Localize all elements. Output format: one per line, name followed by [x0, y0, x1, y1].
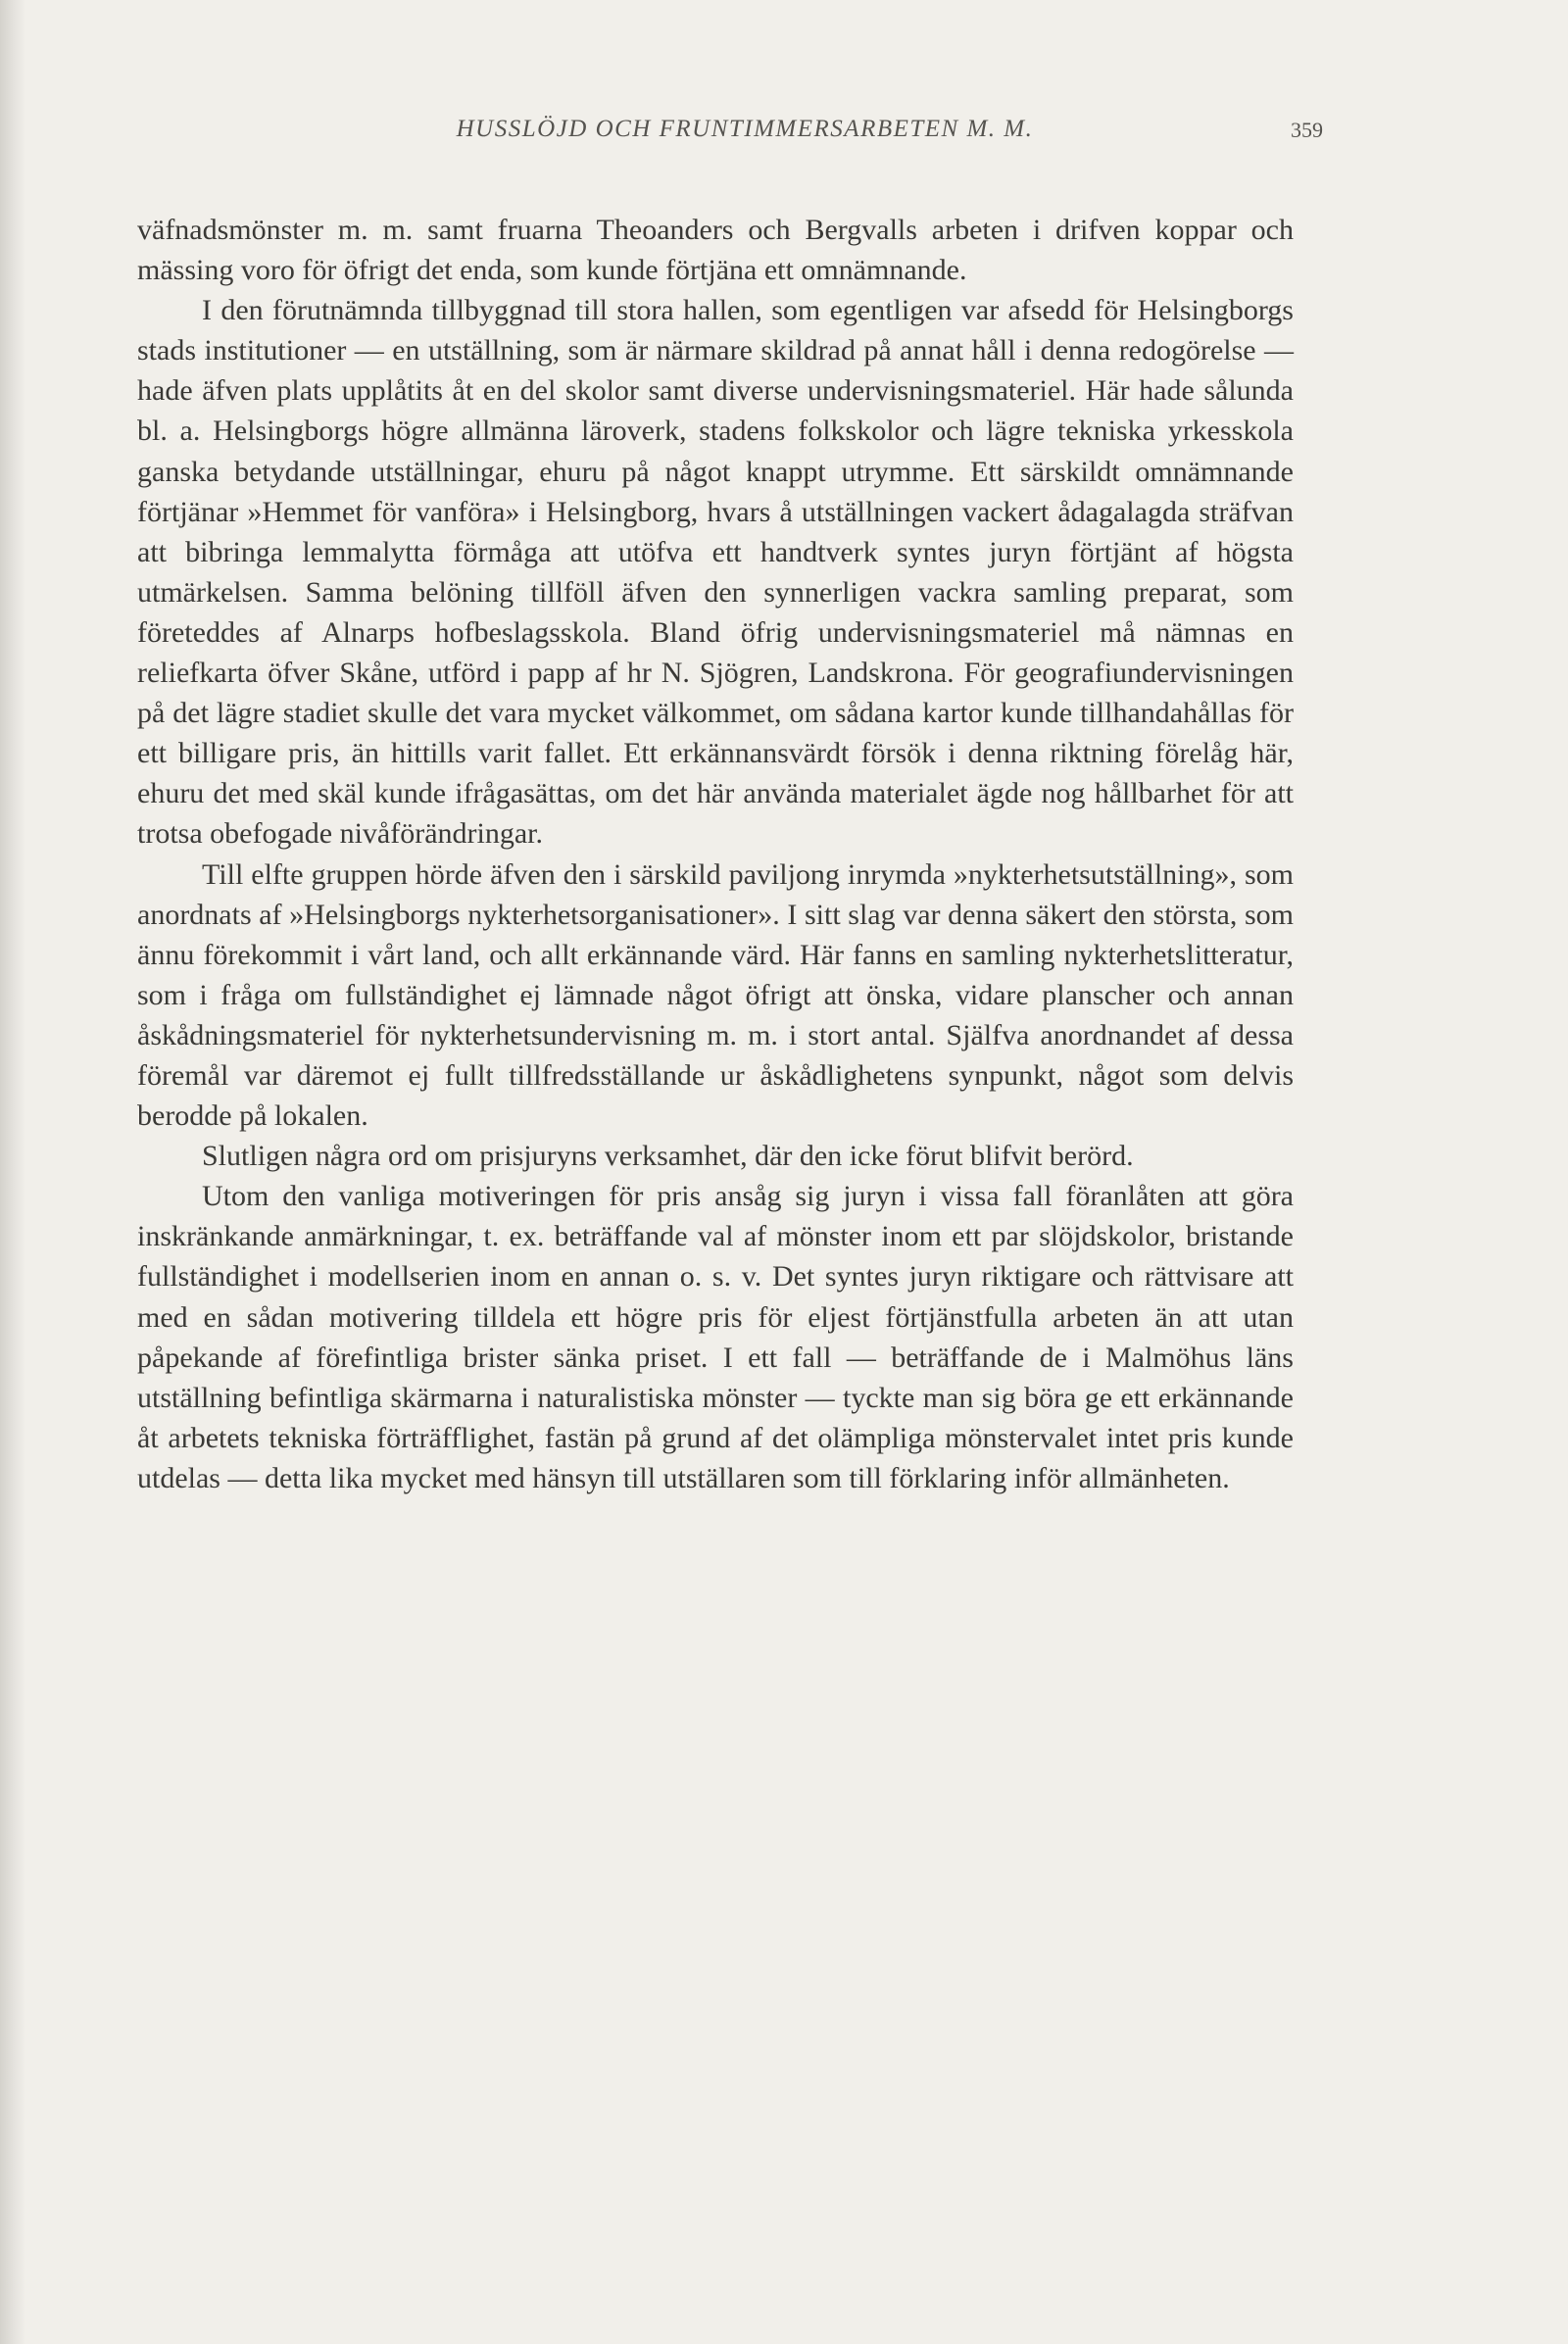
paragraph-2: I den förutnämnda tillbyggnad till stora hallen, som egentligen var afsedd för Helsingborgs stads institutioner — en utställning, som är närmare skildrad på annat håll i denna redogörelse — hade äfven plats upplåtits åt en del skolor samt diverse undervisningsmateriel. Här hade sålunda bl. a. Helsingborgs högre allmänna läroverk, stadens folkskolor och lägre tekniska yrkesskola ganska betydande utställningar, ehuru på något knappt utrymme. Ett särskildt omnämnande förtjänar »Hemmet för vanföra» i Helsingborg, hvars å utställningen vackert ådagalagda sträfvan att bibringa lemmalytta förmåga att utöfva ett handtverk syntes juryn förtjänt af högsta utmärkelsen. Samma belöning tillföll äfven den synnerligen vackra samling preparat, som företeddes af Alnarps hofbeslagsskola. Bland öfrig undervisningsmateriel må nämnas en reliefkarta öfver Skåne, utförd i papp af hr N. Sjögren, Landskrona. För geografiundervisningen på det lägre stadiet skulle det vara mycket välkommet, om sådana kartor kunde tillhandahållas för ett billigare pris, än hittills varit fallet. Ett erkännansvärdt försök i denna riktning förelåg här, ehuru det med skäl kunde ifrågasättas, om det här använda materialet ägde nog hållbarhet för att trotsa obefogade nivåförändringar. — [137, 294, 1294, 851]
paragraph-5: Utom den vanliga motiveringen för pris ansåg sig juryn i vissa fall föranlåten att göra inskränkande anmärkningar, t. ex. beträffande val af mönster inom ett par slöjdskolor, bristande fullständighet i modellserien inom en annan o. s. v. Det syntes juryn riktigare och rättvisare att med en sådan motivering tilldela ett högre pris för eljest förtjänstfulla arbeten än att utan påpekande af förefintliga brister sänka priset. I ett fall — beträffande de i Malmöhus läns utställning befintliga skärmarna i naturalistiska mönster — tyckte man sig böra ge ett erkännande åt arbetets tekniska förträfflighet, fastän på grund af det olämpliga mönstervalet intet pris kunde utdelas — detta lika mycket med hänsyn till utställaren som till förklaring inför allmänheten. — [137, 1180, 1294, 1494]
running-title: HUSSLÖJD OCH FRUNTIMMERSARBETEN M. M. — [456, 116, 1034, 142]
running-header — [167, 116, 1323, 155]
page-edge-shadow — [0, 0, 25, 2344]
paragraph-3: Till elfte gruppen hörde äfven den i särskild paviljong inrymda »nykterhetsutställning», som anordnats af »Helsingborgs nykterhetsorganisationer». I sitt slag var denna säkert den största, som ännu förekommit i vårt land, och allt erkännande värd. Här fanns en samling nykterhetslitteratur, som i fråga om fullständighet ej lämnade något öfrigt att önska, vidare planscher och annan åskådningsmateriel för nykterhetsundervisning m. m. i stort antal. Själfva anordnandet af dessa föremål var däremot ej fullt tillfredsställande ur åskådlighetens synpunkt, något som delvis berodde på lokalen. — [137, 857, 1294, 1133]
page-number: 359 — [1291, 118, 1323, 142]
body-text — [137, 210, 1294, 1498]
paragraph-1: väfnadsmönster m. m. samt fruarna Theoanders och Bergvalls arbeten i drifven koppar och mässing voro för öfrigt det enda, som kunde förtjäna ett omnämnande. — [137, 214, 1294, 287]
paragraph-4: Slutligen några ord om prisjuryns verksamhet, där den icke förut blifvit berörd. — [202, 1140, 1134, 1173]
